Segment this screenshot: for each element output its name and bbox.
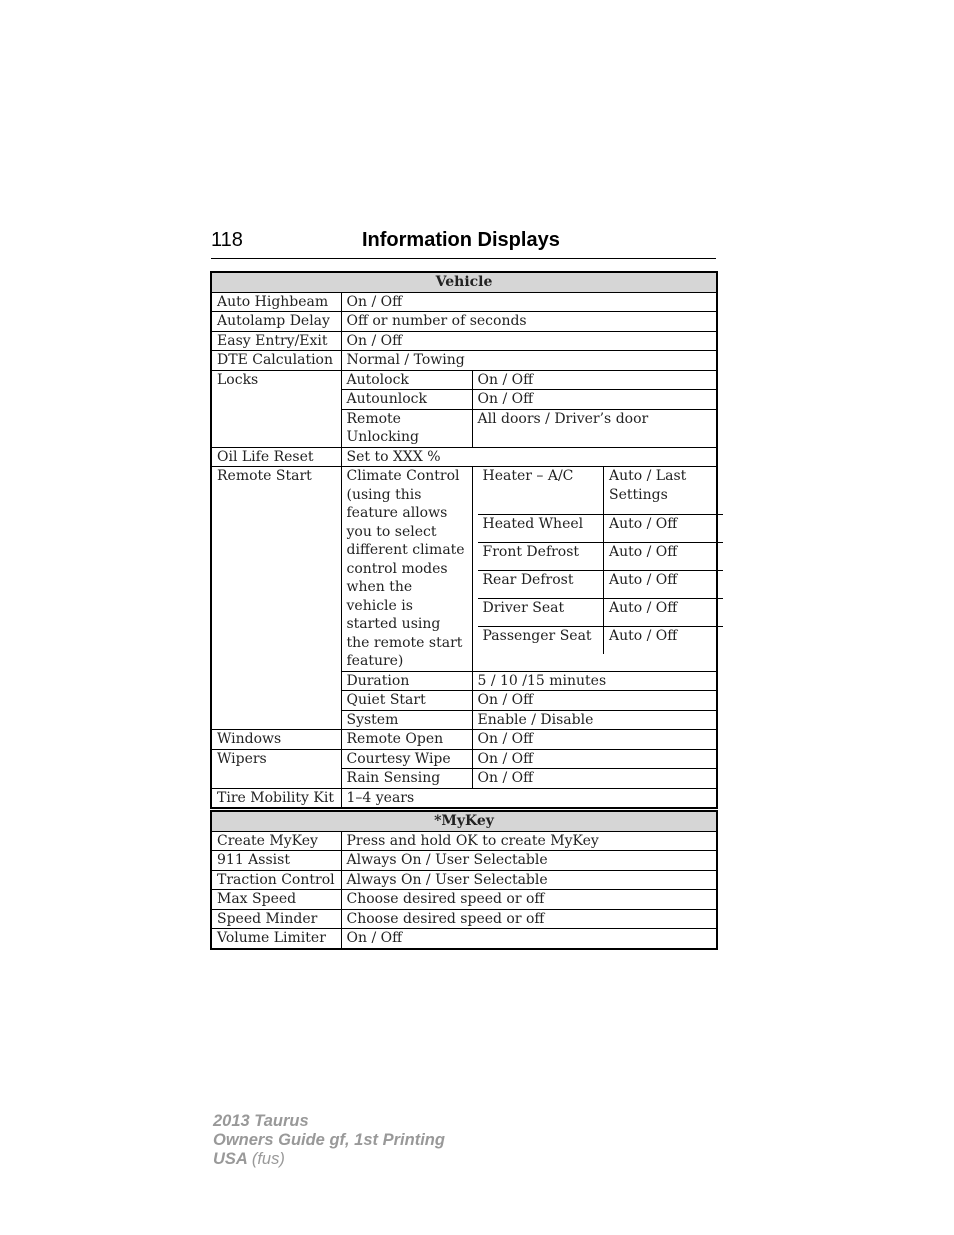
setting-label: Remote Start [211,467,341,730]
table-row [211,851,717,871]
footer-edition: Owners Guide gf, 1st Printing [213,1131,445,1149]
climate-option-value: Auto / Last Settings [604,467,723,514]
setting-value: On / Off [472,370,717,390]
setting-label: Max Speed [211,890,341,910]
page-header [211,229,716,259]
setting-value: Normal / Towing [341,351,717,371]
table-row [211,788,717,808]
climate-option-label: Front Defrost [478,542,604,570]
setting-label: Speed Minder [211,909,341,929]
setting-value: Choose desired speed or off [341,890,717,910]
setting-value: On / Off [341,331,717,351]
setting-label: Volume Limiter [211,929,341,949]
setting-label: Traction Control [211,870,341,890]
vehicle-table [210,271,718,809]
climate-option-label: Heated Wheel [478,514,604,542]
climate-option-value: Auto / Off [604,598,723,626]
climate-option-label: Passenger Seat [478,626,604,654]
setting-value: Set to XXX % [341,447,717,467]
page-number: 118 [211,229,243,251]
table-row [211,909,717,929]
setting-label: Windows [211,730,341,750]
table-row [211,370,717,390]
page-title: Information Displays [362,229,560,251]
sub-setting-label: Autounlock [341,390,472,410]
climate-option-value: Auto / Off [604,626,723,654]
setting-label: Create MyKey [211,831,341,851]
header-rule [211,258,716,259]
table-row [211,749,717,769]
setting-label: Oil Life Reset [211,447,341,467]
setting-value: 1–4 years [341,788,717,808]
sub-setting-label: System [341,710,472,730]
table-row [211,312,717,332]
climate-option-value: Auto / Off [604,570,723,598]
climate-option-value: Auto / Off [604,514,723,542]
sub-setting-label: Remote Open [341,730,472,750]
table-row [211,467,717,672]
setting-label: DTE Calculation [211,351,341,371]
setting-value: All doors / Driver’s door [472,409,717,447]
setting-value: On / Off [472,730,717,750]
table-row [211,292,717,312]
setting-value: On / Off [472,749,717,769]
sub-setting-label: Courtesy Wipe [341,749,472,769]
sub-setting-label: Autolock [341,370,472,390]
mykey-table [210,810,718,950]
climate-option-label: Driver Seat [478,598,604,626]
setting-label: Auto Highbeam [211,292,341,312]
setting-value: Enable / Disable [472,710,717,730]
climate-control-options [472,467,717,672]
setting-value: On / Off [472,769,717,789]
table-row [211,351,717,371]
sub-setting-label: Rain Sensing [341,769,472,789]
table-row [211,870,717,890]
setting-label: Tire Mobility Kit [211,788,341,808]
setting-value: On / Off [341,929,717,949]
table-row [211,331,717,351]
sub-setting-label: Quiet Start [341,691,472,711]
setting-label: Locks [211,370,341,447]
sub-setting-label: Duration [341,671,472,691]
mykey-heading: *MyKey [211,811,717,831]
table-row [211,831,717,851]
footer-model: 2013 Taurus [213,1112,309,1130]
table-row [211,447,717,467]
climate-control-label: Climate Control (using this feature allows you to select different climate control modes when the vehicle is started using the remote start feature) [341,467,472,672]
page-footer [213,1112,445,1169]
setting-value: Off or number of seconds [341,312,717,332]
setting-label: 911 Assist [211,851,341,871]
climate-option-label: Heater – A/C [478,467,604,514]
table-row [211,890,717,910]
table-row [211,929,717,949]
setting-value: Press and hold OK to create MyKey [341,831,717,851]
setting-value: On / Off [472,691,717,711]
climate-option-value: Auto / Off [604,542,723,570]
vehicle-heading: Vehicle [211,272,717,292]
setting-label: Easy Entry/Exit [211,331,341,351]
footer-country: USA [213,1150,248,1168]
table-row [211,730,717,750]
setting-value: Always On / User Selectable [341,851,717,871]
footer-market-code: (fus) [251,1150,285,1168]
setting-value: 5 / 10 /15 minutes [472,671,717,691]
climate-options-table [478,467,723,654]
climate-option-label: Rear Defrost [478,570,604,598]
sub-setting-label: Remote Unlocking [341,409,472,447]
footer-market [213,1150,445,1169]
setting-value: Choose desired speed or off [341,909,717,929]
setting-value: On / Off [472,390,717,410]
setting-label: Wipers [211,749,341,788]
setting-value: On / Off [341,292,717,312]
setting-value: Always On / User Selectable [341,870,717,890]
setting-label: Autolamp Delay [211,312,341,332]
